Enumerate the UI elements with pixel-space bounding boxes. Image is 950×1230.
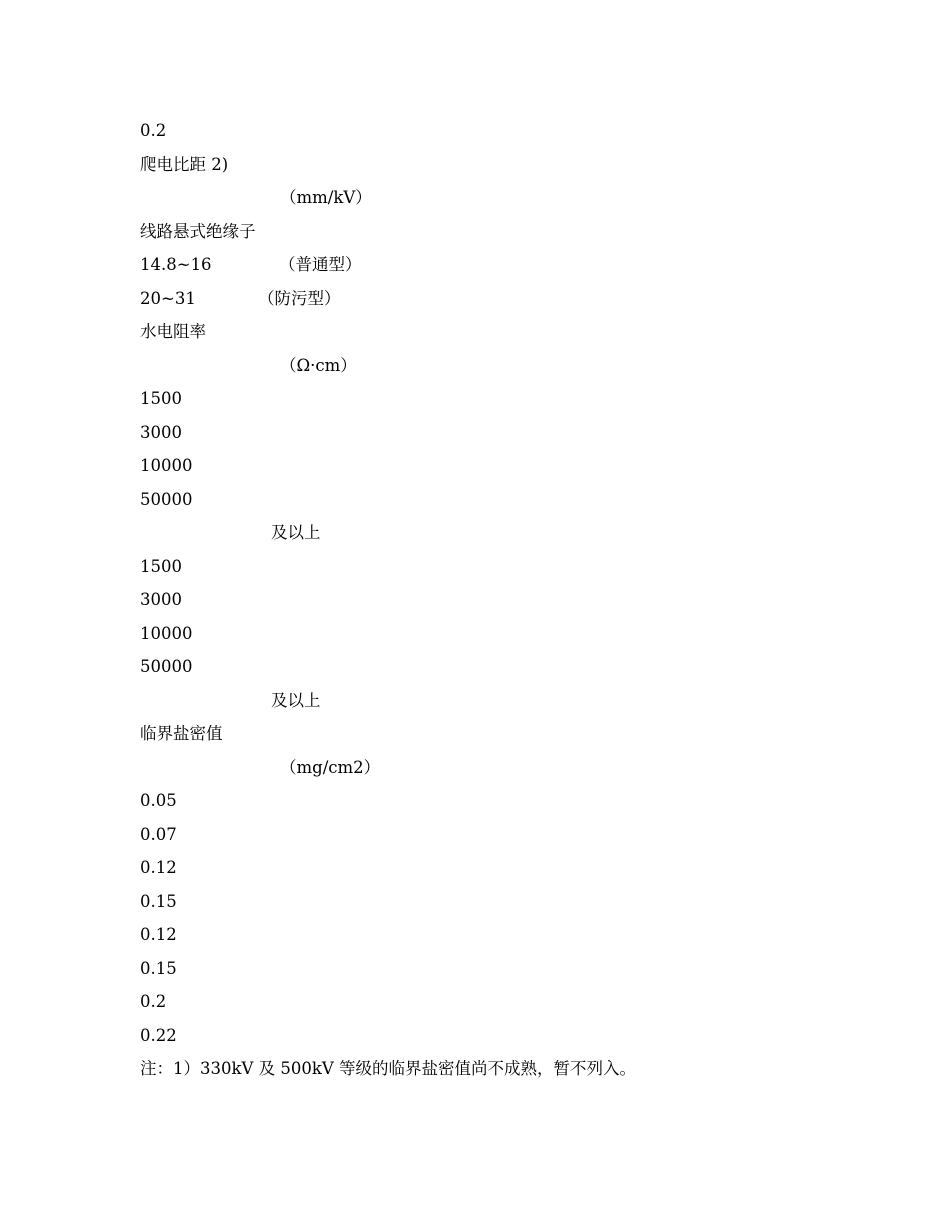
creepage-title: 爬电比距 2): [140, 154, 229, 174]
salt-density-title: 临界盐密值: [140, 724, 223, 743]
salt-density-value: 0.2: [140, 992, 167, 1011]
resistivity-value: 50000: [140, 489, 193, 509]
resistivity-value: 1500: [140, 556, 182, 576]
salt-density-value: 0.15: [140, 958, 177, 978]
resistivity-value: 10000: [140, 456, 193, 475]
resistivity-title: 水电阻率: [140, 322, 206, 341]
top-value: 0.2: [140, 121, 167, 140]
resistivity-value: 3000: [140, 590, 182, 609]
salt-density-value: 0.05: [140, 791, 177, 810]
resistivity-value: 50000: [140, 657, 193, 676]
creepage-range: 14.8~16: [140, 255, 212, 274]
resistivity-suffix: 及以上: [271, 523, 321, 542]
resistivity-value: 3000: [140, 422, 182, 442]
footnote: 注：1）330kV 及 500kV 等级的临界盐密值尚不成熟，暂不列入。: [140, 1059, 637, 1078]
creepage-range: 20~31: [140, 288, 196, 308]
creepage-unit: （mm/kV）: [280, 188, 372, 207]
salt-density-value: 0.22: [140, 1025, 177, 1045]
creepage-type: （防污型）: [258, 288, 341, 308]
document-content: [140, 117, 840, 1089]
creepage-subject: 线路悬式绝缘子: [140, 221, 256, 241]
resistivity-value: 10000: [140, 623, 193, 643]
salt-density-value: 0.12: [140, 858, 177, 877]
resistivity-suffix: 及以上: [271, 690, 321, 710]
resistivity-value: 1500: [140, 389, 182, 408]
salt-density-unit: （mg/cm2）: [280, 757, 381, 777]
creepage-row-normal: [140, 251, 840, 285]
creepage-row-antifouling: [140, 285, 840, 319]
salt-density-value: 0.07: [140, 824, 177, 844]
salt-density-value: 0.12: [140, 925, 177, 944]
salt-density-value: 0.15: [140, 891, 177, 911]
creepage-type: （普通型）: [279, 255, 362, 274]
resistivity-unit: （Ω·cm）: [280, 355, 357, 375]
